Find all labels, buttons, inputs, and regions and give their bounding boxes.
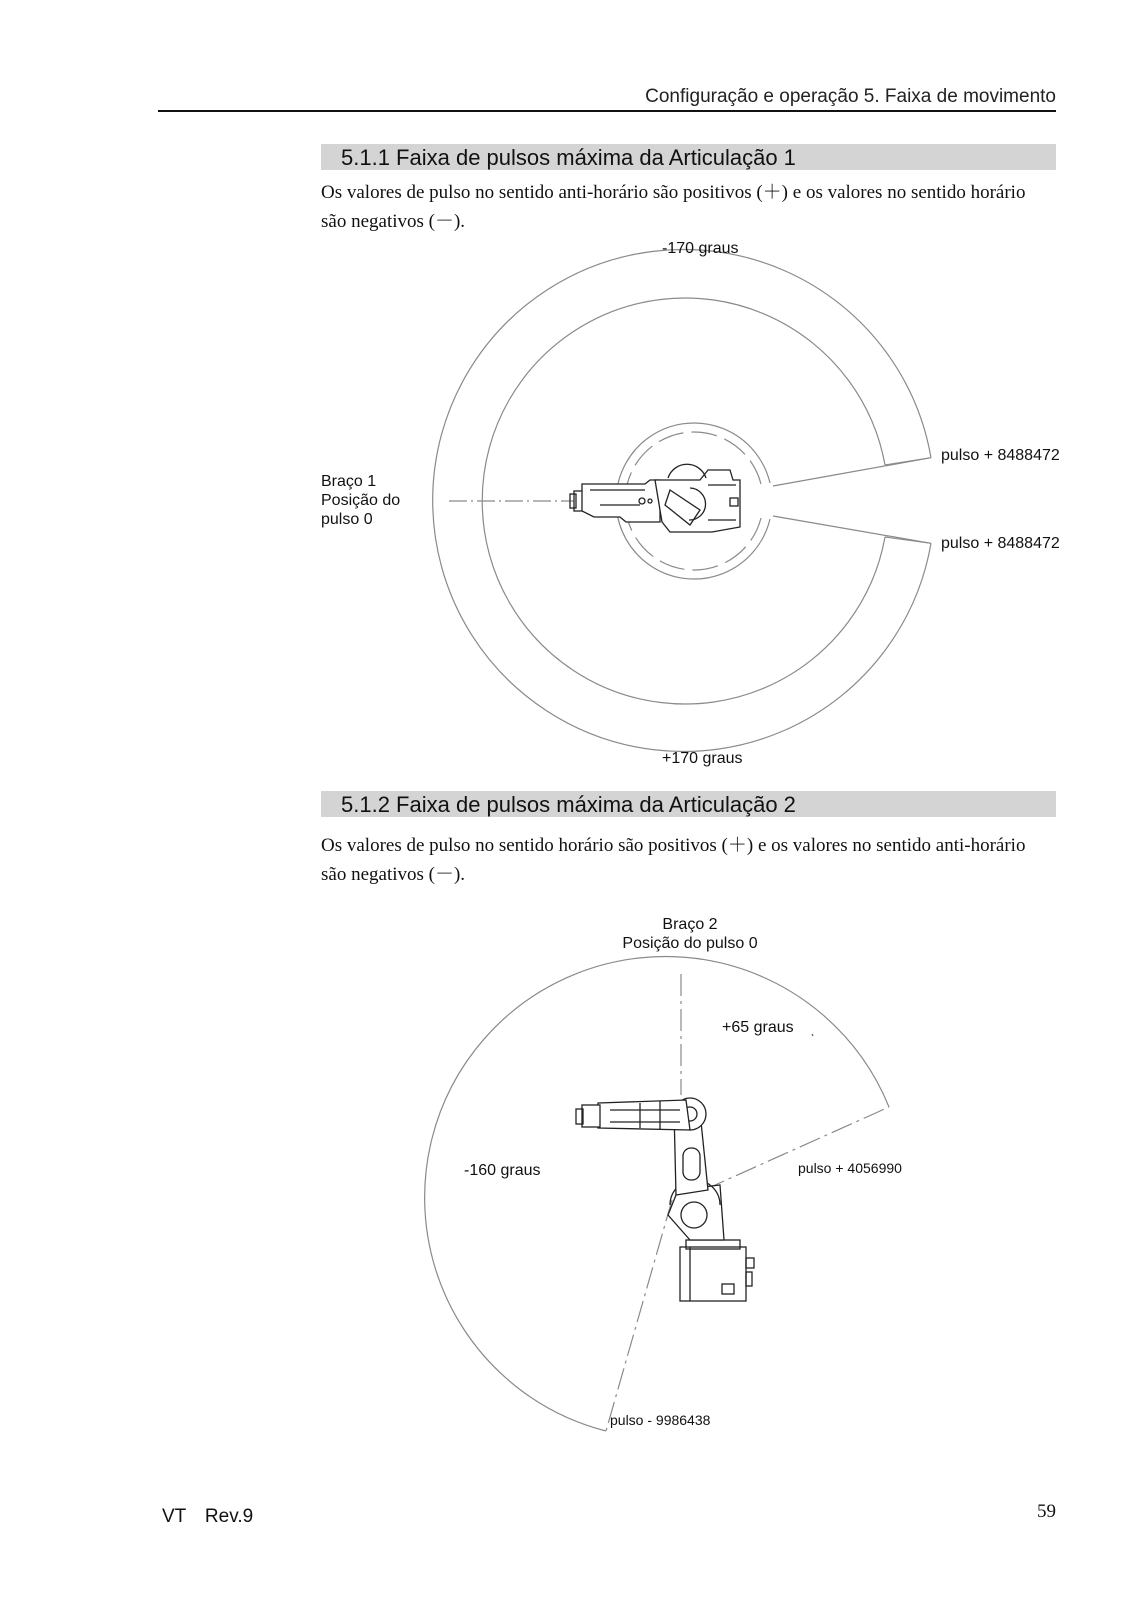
footer-page-number: 59 [1037, 1501, 1056, 1522]
joint1-label-arm-line2: Posição do [321, 492, 401, 509]
joint1-label-arm-line3: pulso 0 [321, 511, 373, 528]
page-header-title: Configuração e operação 5. Faixa de movimento [645, 86, 1056, 107]
joint1-label-pulse-upper: pulso + 8488472 [941, 447, 1060, 464]
joint1-label-arm-line1: Braço 1 [321, 473, 377, 490]
joint1-label-pulse-lower: pulso + 8488472 [941, 535, 1060, 552]
joint2-label-arm-line1: Braço 2 [662, 916, 718, 933]
joint1-lower-radius-line [773, 516, 931, 543]
robot-arm-side-view [576, 1098, 754, 1301]
joint2-label-arm-zero [610, 915, 770, 953]
joint2-label-pulse-minus: pulso - 9986438 [610, 1412, 711, 1428]
joint2-plus-limit-line [704, 1107, 889, 1190]
joint1-label-minus-170: -170 graus [662, 240, 739, 257]
joint1-upper-radius-line [773, 458, 931, 486]
section-2-title: 5.1.2 Faixa de pulsos máxima da Articulação 2 [341, 792, 796, 817]
footer-document-revision: VT Rev.9 [162, 1506, 254, 1527]
joint2-label-plus-65: +65 graus [722, 1019, 794, 1036]
joint2-label-pulse-plus: pulso + 4056990 [798, 1160, 902, 1176]
robot-arm-top-view [570, 464, 740, 532]
joint2-label-minus-160: -160 graus [464, 1162, 541, 1179]
joint2-minus-limit-line [606, 1200, 672, 1431]
section-1-text-line2: são negativos (－). [321, 211, 466, 232]
joint2-label-arm-line2: Posição do pulso 0 [622, 935, 758, 952]
joint2-range-arc [425, 956, 889, 1431]
section-2-text-line2: são negativos (－). [321, 864, 466, 885]
joint1-label-plus-170: +170 graus [662, 750, 743, 767]
joint1-label-arm-zero [321, 472, 400, 529]
section-2-text-line1: Os valores de pulso no sentido horário são positivos (＋) e os valores no sentido anti-horário [321, 835, 1026, 856]
joint2-range-diagram [425, 956, 889, 1431]
section-1-title: 5.1.1 Faixa de pulsos máxima da Articulação 1 [341, 145, 796, 170]
section-1-text-line1: Os valores de pulso no sentido anti-horário são positivos (＋) e os valores no sentido horário [321, 182, 1026, 203]
